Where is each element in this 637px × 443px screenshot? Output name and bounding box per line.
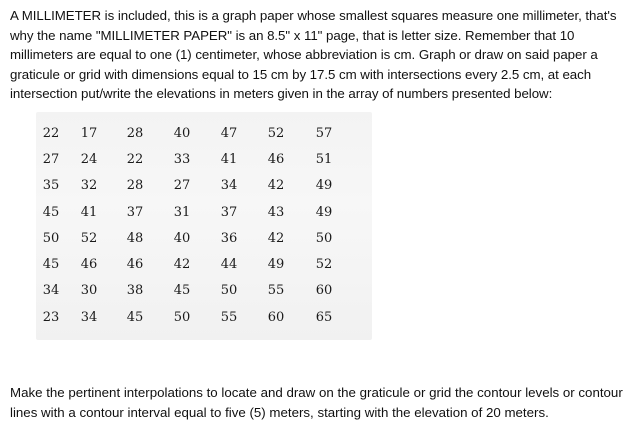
elevation-value: 36 — [220, 230, 238, 246]
elevation-value: 38 — [126, 283, 144, 299]
elevation-value: 50 — [220, 283, 238, 299]
elevation-value: 41 — [220, 151, 238, 167]
elevation-value: 32 — [80, 178, 98, 194]
elevation-value: 55 — [267, 283, 285, 299]
elevation-value: 41 — [80, 204, 98, 220]
elevation-value: 57 — [315, 125, 333, 141]
elevation-value: 37 — [220, 204, 238, 220]
elevation-value: 49 — [267, 257, 285, 273]
elevation-value: 52 — [267, 125, 285, 141]
elevation-value: 42 — [267, 178, 285, 194]
elevation-value: 46 — [126, 257, 144, 273]
elevation-value: 17 — [80, 125, 98, 141]
elevation-value: 48 — [126, 230, 144, 246]
elevation-value: 35 — [42, 178, 60, 194]
elevation-value: 45 — [126, 309, 144, 325]
elevation-row — [36, 225, 372, 251]
elevation-value: 28 — [126, 178, 144, 194]
problem-instructions-paragraph: Make the pertinent interpolations to locate and draw on the graticule or grid the contour levels or contour lines with a contour interval equal to five (5) meters, starting with the elevation of 20 meters. — [10, 385, 623, 420]
elevation-value: 50 — [173, 309, 191, 325]
elevation-value: 60 — [315, 283, 333, 299]
elevation-value: 24 — [80, 151, 98, 167]
elevation-value: 45 — [173, 283, 191, 299]
elevation-value: 30 — [80, 283, 98, 299]
elevation-value: 31 — [173, 204, 191, 220]
elevation-value: 33 — [173, 151, 191, 167]
elevation-value: 52 — [315, 257, 333, 273]
elevation-value: 42 — [173, 257, 191, 273]
elevation-value: 44 — [220, 257, 238, 273]
elevation-row — [36, 251, 372, 277]
elevation-value: 49 — [315, 178, 333, 194]
elevation-value: 28 — [126, 125, 144, 141]
elevation-row — [36, 120, 372, 146]
elevation-value: 23 — [42, 309, 60, 325]
elevation-value: 43 — [267, 204, 285, 220]
elevation-value: 49 — [315, 204, 333, 220]
elevation-row — [36, 278, 372, 304]
elevation-value: 55 — [220, 309, 238, 325]
elevation-value: 37 — [126, 204, 144, 220]
elevation-value: 22 — [126, 151, 144, 167]
elevation-value: 60 — [267, 309, 285, 325]
elevation-row — [36, 146, 372, 172]
elevation-grid — [36, 120, 372, 330]
elevation-row — [36, 199, 372, 225]
elevation-value: 65 — [315, 309, 333, 325]
elevation-value: 45 — [42, 257, 60, 273]
elevation-value: 52 — [80, 230, 98, 246]
elevation-value: 34 — [220, 178, 238, 194]
elevation-value: 50 — [42, 230, 60, 246]
elevation-value: 50 — [315, 230, 333, 246]
elevation-value: 51 — [315, 151, 333, 167]
elevation-value: 34 — [42, 283, 60, 299]
elevation-value: 34 — [80, 309, 98, 325]
elevation-value: 27 — [42, 151, 60, 167]
elevation-value: 46 — [267, 151, 285, 167]
elevation-row — [36, 173, 372, 199]
elevation-row — [36, 304, 372, 330]
elevation-value: 47 — [220, 125, 238, 141]
elevation-value: 40 — [173, 125, 191, 141]
elevation-value: 46 — [80, 257, 98, 273]
elevation-value: 40 — [173, 230, 191, 246]
problem-intro-paragraph: A MILLIMETER is included, this is a graph paper whose smallest squares measure one millimeter, that's why the name "MILLIMETER PAPER" is an 8.5" x 11" page, that is letter size. Remember that 10 millimeters are equal to one (1) centimeter, whose abbreviation is cm. Graph or draw on said paper a graticule or grid with dimensions equal to 15 cm by 17.5 cm with intersections every 2.5 cm, at each intersection put/write the elevations in meters given in the array of numbers presented below: — [10, 8, 617, 101]
elevation-value: 42 — [267, 230, 285, 246]
elevation-value: 22 — [42, 125, 60, 141]
elevation-value: 45 — [42, 204, 60, 220]
elevation-value: 27 — [173, 178, 191, 194]
